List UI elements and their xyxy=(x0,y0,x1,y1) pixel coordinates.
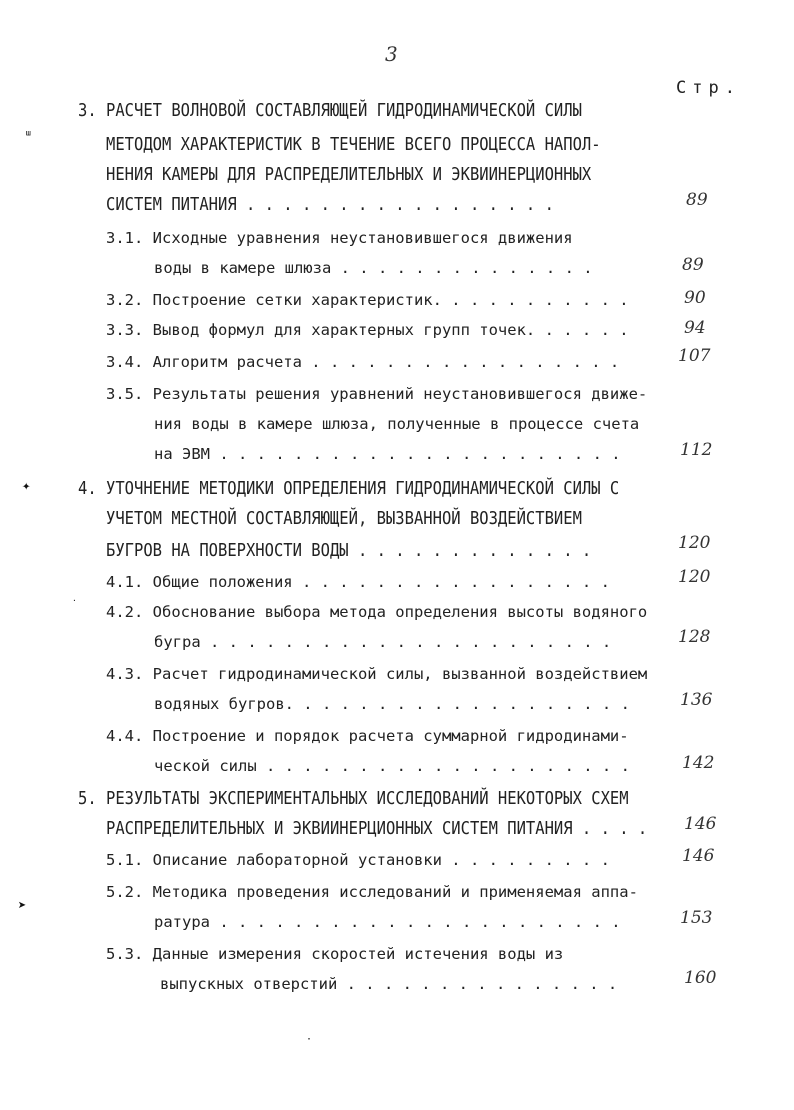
toc-5-1-line-1: 5.1. Описание лабораторной установки . . . . . . . . . xyxy=(106,851,610,869)
toc-section-4-line-1: 4. УТОЧНЕНИЕ МЕТОДИКИ ОПРЕДЕЛЕНИЯ ГИДРОДИНАМИЧЕСКОЙ СИЛЫ С xyxy=(78,477,620,499)
toc-4-4-line-2: ческой силы . . . . . . . . . . . . . . . . . . . . xyxy=(154,757,630,775)
toc-4-2-line-2: бугра . . . . . . . . . . . . . . . . . . . . . . xyxy=(154,633,612,651)
toc-section-3-line-2: МЕТОДОМ ХАРАКТЕРИСТИК В ТЕЧЕНИЕ ВСЕГО ПРОЦЕССА НАПОЛ- xyxy=(106,133,601,155)
toc-3-5-line-2: ния воды в камере шлюза, полученные в процессе счета xyxy=(154,415,640,433)
toc-5-3-page: 160 xyxy=(684,968,717,988)
toc-3-5-line-3: на ЭВМ . . . . . . . . . . . . . . . . . . . . . . xyxy=(154,445,621,463)
toc-4-4-line-1: 4.4. Построение и порядок расчета суммарной гидродинами- xyxy=(106,727,629,745)
toc-section-3-line-3: НЕНИЯ КАМЕРЫ ДЛЯ РАСПРЕДЕЛИТЕЛЬНЫХ И ЭКВИИНЕРЦИОННЫХ xyxy=(106,163,592,185)
toc-3-4-line-1: 3.4. Алгоритм расчета . . . . . . . . . . . . . . . . . xyxy=(106,353,620,371)
toc-section-4-page: 120 xyxy=(678,533,711,553)
margin-dot: · xyxy=(72,596,77,605)
toc-section-3-line-4: СИСТЕМ ПИТАНИЯ . . . . . . . . . . . . . . . . . xyxy=(106,193,554,215)
toc-4-2-page: 128 xyxy=(678,627,711,647)
toc-5-3-line-1: 5.3. Данные измерения скоростей истечения воды из xyxy=(106,945,564,963)
toc-section-5-page: 146 xyxy=(684,814,717,834)
toc-3-4-page: 107 xyxy=(678,346,711,366)
toc-5-2-line-2: ратура . . . . . . . . . . . . . . . . . . . . . . xyxy=(154,913,621,931)
toc-3-2-page: 90 xyxy=(684,288,706,308)
page-column-header: Стр. xyxy=(676,78,741,98)
toc-4-3-line-1: 4.3. Расчет гидродинамической силы, вызванной воздействием xyxy=(106,665,648,683)
toc-3-3-line-1: 3.3. Вывод формул для характерных групп точек. . . . . . xyxy=(106,321,629,339)
toc-3-5-page: 112 xyxy=(680,440,713,460)
toc-5-3-line-2: выпускных отверстий . . . . . . . . . . . . . . . xyxy=(160,975,618,993)
toc-3-3-page: 94 xyxy=(684,318,706,338)
toc-section-5-line-2: РАСПРЕДЕЛИТЕЛЬНЫХ И ЭКВИИНЕРЦИОННЫХ СИСТЕМ ПИТАНИЯ . . . . xyxy=(106,817,648,839)
toc-3-1-page: 89 xyxy=(682,255,704,275)
margin-mark-3: ➤ xyxy=(18,898,27,914)
toc-4-3-page: 136 xyxy=(680,690,713,710)
bottom-dot: · xyxy=(306,1034,313,1045)
toc-4-2-line-1: 4.2. Обоснование выбора метода определения высоты водяного xyxy=(106,603,648,621)
toc-5-2-page: 153 xyxy=(680,908,713,928)
toc-section-3-page: 89 xyxy=(686,190,708,210)
toc-section-4-line-2: УЧЕТОМ МЕСТНОЙ СОСТАВЛЯЮЩЕЙ, ВЫЗВАННОЙ ВОЗДЕЙСТВИЕМ xyxy=(106,507,582,529)
page-number: 3 xyxy=(385,42,398,66)
toc-section-5-line-1: 5. РЕЗУЛЬТАТЫ ЭКСПЕРИМЕНТАЛЬНЫХ ИССЛЕДОВАНИЙ НЕКОТОРЫХ СХЕМ xyxy=(78,787,629,809)
toc-4-1-page: 120 xyxy=(678,567,711,587)
toc-3-1-line-1: 3.1. Исходные уравнения неустановившегося движения xyxy=(106,229,573,247)
toc-4-3-line-2: водяных бугров. . . . . . . . . . . . . . . . . . . xyxy=(154,695,630,713)
toc-4-1-line-1: 4.1. Общие положения . . . . . . . . . . . . . . . . . xyxy=(106,573,610,591)
toc-3-2-line-1: 3.2. Построение сетки характеристик. . . . . . . . . . . xyxy=(106,291,629,309)
toc-5-2-line-1: 5.2. Методика проведения исследований и применяемая аппа- xyxy=(106,883,638,901)
toc-section-3-line-1: 3. РАСЧЕТ ВОЛНОВОЙ СОСТАВЛЯЮЩЕЙ ГИДРОДИНАМИЧЕСКОЙ СИЛЫ xyxy=(78,99,582,121)
margin-mark-1: ᵚ xyxy=(24,128,33,144)
toc-3-1-line-2: воды в камере шлюза . . . . . . . . . . . . . . xyxy=(154,259,593,277)
toc-5-1-page: 146 xyxy=(682,846,715,866)
toc-section-4-line-3: БУГРОВ НА ПОВЕРХНОСТИ ВОДЫ . . . . . . . . . . . . . xyxy=(106,539,592,561)
toc-3-5-line-1: 3.5. Результаты решения уравнений неустановившегося движе- xyxy=(106,385,648,403)
toc-4-4-page: 142 xyxy=(682,753,715,773)
margin-mark-2: ✦ xyxy=(22,478,31,494)
